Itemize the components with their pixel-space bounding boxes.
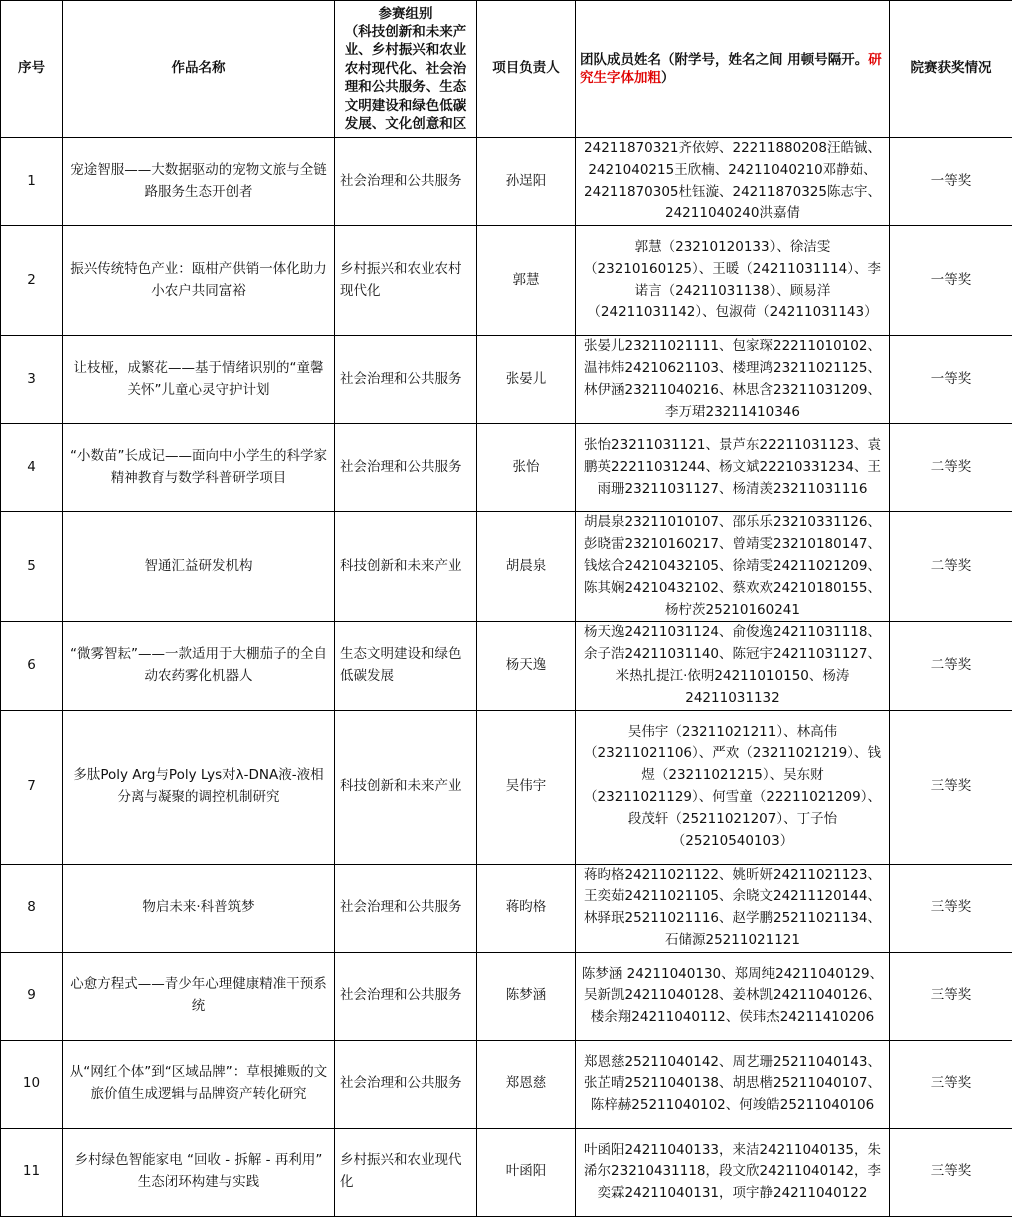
- row-leader: 胡晨泉: [477, 512, 576, 622]
- row-leader: 叶函阳: [477, 1128, 576, 1216]
- row-index: 7: [1, 710, 63, 864]
- row-index: 8: [1, 864, 63, 952]
- row-group: 社会治理和公共服务: [335, 424, 477, 512]
- row-leader: 吴伟宇: [477, 710, 576, 864]
- header-index: 序号: [1, 1, 63, 138]
- header-row: [1, 1, 1012, 138]
- row-index: 4: [1, 424, 63, 512]
- row-award: 三等奖: [890, 710, 1012, 864]
- row-title: “微雾智耘”——一款适用于大棚茄子的全自动农药雾化机器人: [63, 622, 335, 710]
- row-group: 科技创新和未来产业: [335, 512, 477, 622]
- row-index: 9: [1, 952, 63, 1040]
- row-title: 物启未来·科普筑梦: [63, 864, 335, 952]
- table-row: [1, 952, 1012, 1040]
- row-members: 叶函阳24211040133，来洁24211040135，朱浠尔23210431118，段文欣24211040142，李奕霖24211040131，项宇静24211040122: [576, 1128, 890, 1216]
- row-award: 二等奖: [890, 622, 1012, 710]
- row-leader: 张晏儿: [477, 336, 576, 424]
- header-group-title: 参赛组别: [378, 5, 433, 22]
- row-title: 智通汇益研发机构: [63, 512, 335, 622]
- row-title: 心愈方程式——青少年心理健康精准干预系统: [63, 952, 335, 1040]
- row-group: 社会治理和公共服务: [335, 336, 477, 424]
- header-group: [335, 1, 477, 138]
- row-index: 3: [1, 336, 63, 424]
- row-index: 2: [1, 226, 63, 336]
- row-award: 三等奖: [890, 864, 1012, 952]
- table-row: [1, 1040, 1012, 1128]
- header-members-text: 团队成员姓名（附学号，姓名之间 用顿号隔开。: [580, 51, 869, 68]
- row-group: 社会治理和公共服务: [335, 864, 477, 952]
- table-row: [1, 424, 1012, 512]
- row-award: 一等奖: [890, 336, 1012, 424]
- row-members: 张怡23211031121、景芦东22211031123、袁鹏英22211031244、杨文斌22210331234、王雨珊23211031127、杨清羡23211031116: [576, 424, 890, 512]
- row-members: 吴伟宇（23211021211）、林高伟（23211021106）、严欢（23211021219）、钱煜（23211021215）、吴东财（23211021129）、何雪童（22211021209）、段茂轩（25211021207）、丁子怡（25210540103）: [576, 710, 890, 864]
- row-index: 1: [1, 138, 63, 226]
- row-title: 振兴传统特色产业：瓯柑产供销一体化助力小农户共同富裕: [63, 226, 335, 336]
- header-leader: 项目负责人: [477, 1, 576, 138]
- row-leader: 郑恩慈: [477, 1040, 576, 1128]
- row-leader: 郭慧: [477, 226, 576, 336]
- row-group: 生态文明建设和绿色低碳发展: [335, 622, 477, 710]
- row-leader: 蒋昀格: [477, 864, 576, 952]
- row-leader: 张怡: [477, 424, 576, 512]
- row-title: 让枝桠，成繁花——基于情绪识别的“童馨关怀”儿童心灵守护计划: [63, 336, 335, 424]
- row-members: 陈梦涵 24211040130、郑周纯24211040129、吴新凯24211040128、姜林凯24211040126、楼余翔24211040112、侯玮杰24211410206: [576, 952, 890, 1040]
- row-leader: 杨天逸: [477, 622, 576, 710]
- row-title: 多肽Poly Arg与Poly Lys对λ-DNA液-液相分离与凝聚的调控机制研究: [63, 710, 335, 864]
- row-title: “小数苗”长成记——面向中小学生的科学家精神教育与数学科普研学项目: [63, 424, 335, 512]
- row-leader: 陈梦涵: [477, 952, 576, 1040]
- header-group-note: （科技创新和未来产业、乡村振兴和农业农村现代化、社会治理和公共服务、生态文明建设和绿色低碳发展、文化创意和区: [344, 23, 467, 133]
- table-row: [1, 1128, 1012, 1216]
- row-title: 从“网红个体”到“区域品牌”：草根摊贩的文旅价值生成逻辑与品牌资产转化研究: [63, 1040, 335, 1128]
- row-members: 杨天逸24211031124、俞俊逸24211031118、余子浩24211031140、陈冠宇24211031127、米热扎提江·依明24211010150、杨涛24211031132: [576, 622, 890, 710]
- row-index: 11: [1, 1128, 63, 1216]
- header-members-close: ）: [661, 70, 675, 86]
- row-group: 社会治理和公共服务: [335, 138, 477, 226]
- table-row: [1, 226, 1012, 336]
- row-members: 郑恩慈25211040142、周艺珊25211040143、张芷晴25211040138、胡思楷25211040107、陈梓赫25211040102、何竣皓25211040106: [576, 1040, 890, 1128]
- row-title: 宠途智服——大数据驱动的宠物文旅与全链路服务生态开创者: [63, 138, 335, 226]
- header-members-note: 研究生字体加粗: [580, 51, 882, 86]
- row-award: 三等奖: [890, 952, 1012, 1040]
- row-group: 社会治理和公共服务: [335, 952, 477, 1040]
- table-row: [1, 864, 1012, 952]
- row-title: 乡村绿色智能家电 “回收 - 拆解 - 再利用” 生态闭环构建与实践: [63, 1128, 335, 1216]
- row-index: 5: [1, 512, 63, 622]
- row-award: 一等奖: [890, 138, 1012, 226]
- row-group: 社会治理和公共服务: [335, 1040, 477, 1128]
- row-members: 郭慧（23210120133）、徐洁雯（23210160125）、王暖（24211031114）、李诺言（24211031138）、顾易洋（24211031142）、包淑荷（24211031143）: [576, 226, 890, 336]
- row-index: 10: [1, 1040, 63, 1128]
- table-row: [1, 138, 1012, 226]
- row-members: 张晏儿23211021111、包家琛22211010102、温祎炜24210621103、楼理鸿23211021125、林伊涵23211040216、林思含23211031209、李万珺23211410346: [576, 336, 890, 424]
- row-award: 三等奖: [890, 1040, 1012, 1128]
- row-leader: 孙逞阳: [477, 138, 576, 226]
- row-award: 二等奖: [890, 424, 1012, 512]
- table-row: [1, 710, 1012, 864]
- table-row: [1, 336, 1012, 424]
- header-title: 作品名称: [63, 1, 335, 138]
- row-award: 二等奖: [890, 512, 1012, 622]
- row-group: 科技创新和未来产业: [335, 710, 477, 864]
- row-award: 一等奖: [890, 226, 1012, 336]
- header-members: [576, 1, 890, 138]
- table-row: [1, 622, 1012, 710]
- row-members: 蒋昀格24211021122、姚昕妍24211021123、王奕茹24211021105、余晓文24211120144、林驿珉25211021116、赵学鹏25211021134、石储源25211021121: [576, 864, 890, 952]
- row-award: 三等奖: [890, 1128, 1012, 1216]
- row-members: 24211870321齐依婷、22211880208汪皓铖、2421040215王欣楠、24211040210邓静茹、24211870305杜钰漩、24211870325陈志宇、24211040240洪嘉倩: [576, 138, 890, 226]
- row-index: 6: [1, 622, 63, 710]
- row-group: 乡村振兴和农业现代化: [335, 1128, 477, 1216]
- row-members: 胡晨泉23211010107、邵乐乐23210331126、彭晓雷23210160217、曾靖雯23210180147、钱炫合24210432105、徐靖雯24211021209、陈其娴24210432102、蔡欢欢24210180155、杨柠茨25210160241: [576, 512, 890, 622]
- row-group: 乡村振兴和农业农村现代化: [335, 226, 477, 336]
- header-award: 院赛获奖情况: [890, 1, 1012, 138]
- table-row: [1, 512, 1012, 622]
